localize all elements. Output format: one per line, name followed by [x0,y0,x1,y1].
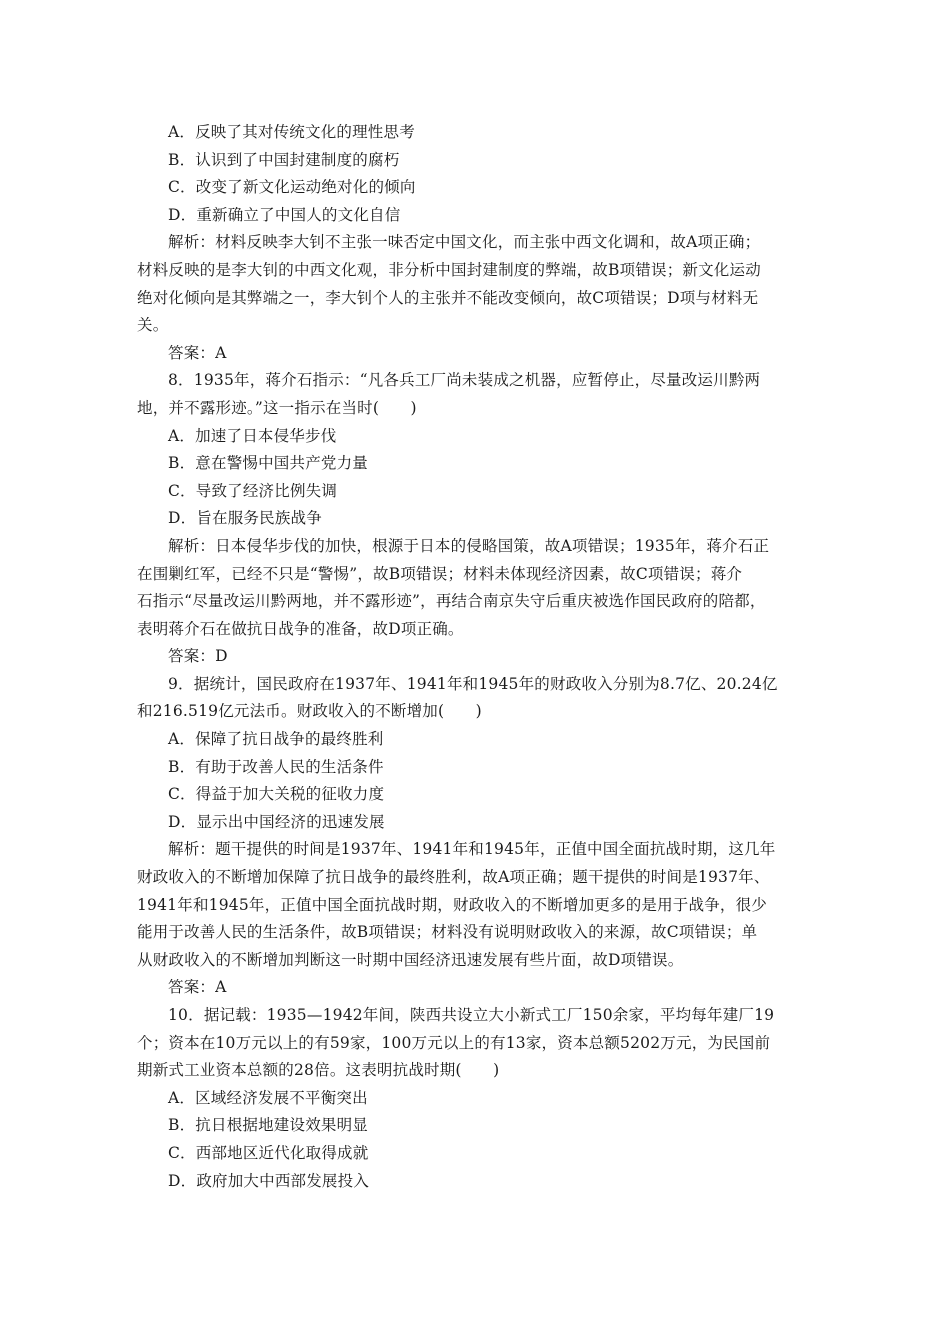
option-b: B．意在警惕中国共产党力量 [168,454,368,473]
option-b: B．有助于改善人民的生活条件 [168,757,384,776]
analysis-line: 表明蒋介石在做抗日战争的准备，故D项正确。 [137,619,464,638]
analysis-line: 财政收入的不断增加保障了抗日战争的最终胜利，故A项正确；题干提供的时间是1937年、 [137,868,770,887]
option-c: C．西部地区近代化取得成就 [168,1143,369,1162]
analysis-line: 从财政收入的不断增加判断这一时期中国经济迅速发展有些片面，故D项错误。 [137,950,684,969]
question-8 [137,367,817,671]
question-stem: 地，并不露形迹。”这一指示在当时( ) [137,398,417,417]
analysis-line: 能用于改善人民的生活条件，故B项错误；材料没有说明财政收入的来源，故C项错误；单 [137,923,758,942]
answer: 答案：A [168,343,227,362]
analysis-line: 在围剿红军，已经不只是“警惕”，故B项错误；材料未体现经济因素，故C项错误；蒋介 [137,564,743,583]
question-stem: 期新式工业资本总额的28倍。这表明抗战时期( ) [137,1061,500,1080]
option-a: A．保障了抗日战争的最终胜利 [168,730,384,749]
analysis-line: 解析：材料反映李大钊不主张一味否定中国文化，而主张中西文化调和，故A项正确； [168,233,761,252]
analysis-line: 绝对化倾向是其弊端之一，李大钊个人的主张并不能改变倾向，故C项错误；D项与材料无 [137,288,759,307]
option-b: B．抗日根据地建设效果明显 [168,1116,368,1135]
option-c: C．得益于加大关税的征收力度 [168,785,385,804]
question-7 [137,119,817,367]
option-d: D．政府加大中西部发展投入 [168,1171,370,1190]
analysis-line: 1941年和1945年，正值中国全面抗战时期，财政收入的不断增加更多的是用于战争，很少 [137,895,767,914]
question-stem: 9．据统计，国民政府在1937年、1941年和1945年的财政收入分别为8.7亿、20.24亿 [168,674,778,693]
question-stem: 个；资本在10万元以上的有59家，100万元以上的有13家，资本总额5202万元，为民国前 [137,1033,771,1052]
document-page [137,119,817,1195]
question-stem: 10．据记载：1935—1942年间，陕西共设立大小新式工厂150余家，平均每年建厂19 [168,1006,775,1024]
question-stem: 8．1935年，蒋介石指示：“凡各兵工厂尚未装成之机器，应暂停止，尽量改运川黔两 [168,371,761,390]
question-stem: 和216.519亿元法币。财政收入的不断增加( ) [137,702,482,721]
option-c: C．改变了新文化运动绝对化的倾向 [168,178,416,197]
option-a: A．区域经济发展不平衡突出 [168,1088,368,1107]
analysis-line: 材料反映的是李大钊的中西文化观，非分析中国封建制度的弊端，故B项错误；新文化运动 [137,260,761,279]
answer: 答案：D [168,647,228,666]
option-a: A．反映了其对传统文化的理性思考 [168,123,415,141]
analysis-line: 关。 [137,316,169,335]
option-d: D．重新确立了中国人的文化自信 [168,205,401,224]
question-9 [137,671,817,1002]
analysis-line: 解析：题干提供的时间是1937年、1941年和1945年，正值中国全面抗战时期，这几年 [168,840,776,859]
option-d: D．旨在服务民族战争 [168,509,322,528]
option-c: C．导致了经济比例失调 [168,481,338,500]
question-10 [137,1002,817,1195]
option-a: A．加速了日本侵华步伐 [168,426,337,445]
option-b: B．认识到了中国封建制度的腐朽 [168,150,400,169]
analysis-line: 石指示“尽量改运川黔两地，并不露形迹”，再结合南京失守后重庆被选作国民政府的陪都， [137,592,766,611]
analysis-line: 解析：日本侵华步伐的加快，根源于日本的侵略国策，故A项错误；1935年，蒋介石正 [168,536,770,555]
option-d: D．显示出中国经济的迅速发展 [168,812,385,831]
answer: 答案：A [168,978,227,997]
